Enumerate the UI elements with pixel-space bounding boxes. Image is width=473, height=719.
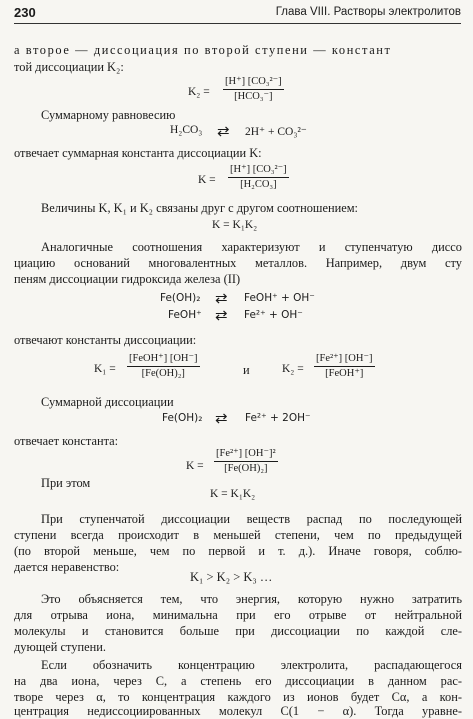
equation-fe1-rhs: FeOH⁺ + OH⁻ <box>244 292 315 304</box>
equilibrium-arrow-icon: ⇄ <box>215 308 228 324</box>
equation-kfe-lhs: K = <box>186 460 204 472</box>
equation-k2fe-fraction <box>314 353 375 380</box>
denominator: [HCO₃⁻] <box>234 91 273 102</box>
paragraph-line: Аналогичные соотношения характеризуют и ступенчатую диссо <box>41 240 462 254</box>
conjunction-text: и <box>243 363 250 377</box>
equation-h2co3-lhs: H₂CO₃ <box>170 124 203 136</box>
inequality: K₁ > K₂ > K₃ … <box>190 570 273 584</box>
equilibrium-arrow-icon: ⇄ <box>215 411 228 427</box>
paragraph-line: При ступенчатой диссоциации веществ распад по последующей <box>41 512 462 526</box>
paragraph-line: дующей ступени. <box>14 640 106 654</box>
page-number: 230 <box>14 5 36 20</box>
paragraph-line: отвечает суммарная константа диссоциации K: <box>14 146 262 160</box>
paragraph-line: на два иона, через C, а степень его диссоциации в данном рас- <box>14 674 462 688</box>
denominator: [Fe(OH)₂] <box>141 368 185 379</box>
equation-k-product: K = K₁K₂ <box>212 219 258 231</box>
numerator: [FeOH⁺] [OH⁻] <box>127 353 200 367</box>
paragraph-line: молекулы и становится больше при диссоциации по каждой сле- <box>14 624 462 638</box>
paragraph-line: для отрыва иона, минимальна при его отрыве от нейтральной <box>14 608 462 622</box>
denominator: [H₂CO₃] <box>240 179 277 190</box>
paragraph-line: пеням диссоциации гидроксида железа (II) <box>14 272 241 286</box>
paragraph-line: той диссоциации K₂: <box>14 60 124 74</box>
numerator: [Fe²⁺] [OH⁻]² <box>214 448 278 462</box>
equation-h2co3-rhs: 2H⁺ + CO₃²⁻ <box>245 126 307 138</box>
equation-fe2-lhs: FeOH⁺ <box>168 309 202 321</box>
equation-fe1-lhs: Fe(OH)₂ <box>160 292 201 304</box>
paragraph-line: отвечают константы диссоциации: <box>14 333 197 347</box>
paragraph-line: Суммарному равновесию <box>41 108 176 122</box>
denominator: [Fe(OH)₂] <box>224 463 268 474</box>
paragraph-line: циацию оснований многовалентных металлов. Например, двум сту <box>14 256 462 270</box>
paragraph-line: (по второй меньше, чем по первой и т. д.). Иначе говоря, соблю- <box>14 544 462 558</box>
equation-k2-lhs: K₂ = <box>188 86 210 98</box>
paragraph-line: отвечает константа: <box>14 434 119 448</box>
numerator: [Fe²⁺] [OH⁻] <box>314 353 375 367</box>
equilibrium-arrow-icon: ⇄ <box>217 124 230 140</box>
equation-k-lhs: K = <box>198 174 216 186</box>
equation-fe2-rhs: Fe²⁺ + OH⁻ <box>244 309 303 321</box>
paragraph-line: дается неравенство: <box>14 560 120 574</box>
equation-k-fraction <box>228 164 289 191</box>
numerator: [H⁺] [CO₃²⁻] <box>223 76 284 90</box>
equation-k2-fraction <box>223 76 284 103</box>
paragraph-line: Величины K, K₁ и K₂ связаны друг с другом соотношением: <box>41 201 358 215</box>
equation-k-product-2: K = K₁K₂ <box>210 488 256 500</box>
paragraph-line: центрация недиссоциированных молекул C(1 − α). Тогда уравне- <box>14 704 462 718</box>
equilibrium-arrow-icon: ⇄ <box>215 291 228 307</box>
running-head <box>14 5 461 24</box>
equation-k1-fraction <box>127 353 200 380</box>
paragraph-line: творе через α, то концентрация каждого из ионов будет Cα, а кон- <box>14 690 462 704</box>
equation-k2fe-lhs: K₂ = <box>282 363 304 375</box>
denominator: [FeOH⁺] <box>325 368 364 379</box>
equation-fe-total-lhs: Fe(OH)₂ <box>162 412 203 424</box>
chapter-title: Глава VIII. Растворы электролитов <box>275 6 461 18</box>
paragraph-line: ступени всегда происходит в меньшей степени, чем по предыдущей <box>14 528 462 542</box>
equation-kfe-fraction <box>214 448 278 475</box>
paragraph-line: При этом <box>41 476 91 490</box>
numerator: [H⁺] [CO₃²⁻] <box>228 164 289 178</box>
paragraph-line: а второе — диссоциация по второй ступени — констант <box>14 43 392 57</box>
paragraph-line: Суммарной диссоциации <box>41 395 174 409</box>
equation-fe-total-rhs: Fe²⁺ + 2OH⁻ <box>245 412 311 424</box>
paragraph-line: Если обозначить концентрацию электролита, распадающегося <box>41 658 462 672</box>
equation-k1-lhs: K₁ = <box>94 363 116 375</box>
paragraph-line: Это объясняется тем, что энергия, которую нужно затратить <box>41 592 462 606</box>
